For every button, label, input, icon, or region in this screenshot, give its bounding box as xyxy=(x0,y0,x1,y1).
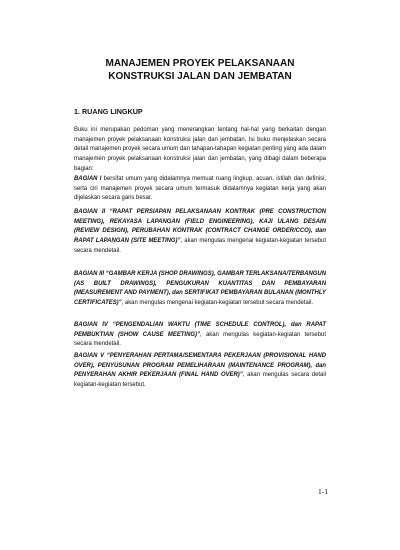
bagian-3-paragraph xyxy=(74,270,326,309)
bagian-2-paragraph xyxy=(74,208,326,257)
bagian-4-paragraph xyxy=(74,321,326,350)
page-number: 1-1 xyxy=(318,487,328,496)
bagian-3-text: , akan mengulas mengenai kegiatan-kegiatan tersebut secara mendetail. xyxy=(121,300,314,307)
bagian-1-heading: BAGIAN I xyxy=(74,176,102,182)
bagian-5-text: , akan mengulas secara detail kegiatan-kegiatan tersebut. xyxy=(74,372,326,389)
bagian-1-paragraph xyxy=(74,175,326,204)
bagian-5-heading: BAGIAN V “PENYERAHAN PERTAMA/SEMENTARA PEKERJAAN (PROVISIONAL HAND OVER), PENYUSUNAN PROGRAM PEMELIHARAAN (MAINTENANCE PROGRAM), dan PENYERAHAN AKHIR PEKERJAAN (FINAL HAND OVER)” xyxy=(74,353,326,379)
section-heading: 1. RUANG LINGKUP xyxy=(74,107,143,116)
bagian-4-text: , akan mengulas kegiatan-kegiatan tersebut secara mendetail. xyxy=(74,331,326,348)
document-title xyxy=(0,57,400,83)
bagian-3-heading: BAGIAN III “GAMBAR KERJA (SHOP DRAWINGS), GAMBAR TERLAKSANA/TERBANGUN (AS BUILT DRAWINGS), PENGUKURAN KUANTITAS DAN PEMBAYARAN (MEASUREMENT AND PAYMENT), dan SERTIFIKAT PEMBAYARAN BULANAN (MONTHLY CERTIFICATES)” xyxy=(74,271,326,307)
bagian-2-heading: BAGIAN II “RAPAT PERSIAPAN PELAKSANAAN KONTRAK (PRE CONSTRUCTION MEETING), REKAYASA LAPANGAN (FIELD ENGINEERING), KAJI ULANG DESAIN (REVIEW DESIGN), PERUBAHAN KONTRAK (CONTRACT CHANGE ORDER/CCO), dan RAPAT LAPANGAN (SITE MEETING)” xyxy=(74,209,326,245)
bagian-4-heading: BAGIAN IV “PENGENDALIAN WAKTU (TIME SCHEDULE CONTROL), dan RAPAT PEMBUKTIAN (SHOW CAUSE MEETING)” xyxy=(74,322,326,338)
title-line-1: MANAJEMEN PROYEK PELAKSANAAN xyxy=(105,58,295,69)
bagian-2-text: , akan mengulas mengenai kegiatan-kegiatan tersebut secara mendetail. xyxy=(74,238,326,254)
bagian-1-text: bersifat umum yang didalamnya memuat ruang lingkup, acuan, istilah dan definisi, serta ciri manajemen proyek secara umum termasuk didalamnya kegiatan kerja yang akan dijelaskan secara garis besar. xyxy=(74,176,327,202)
intro-paragraph: Buku ini merupakan pedoman yang menerangkan tentang hal-hal yang berkaitan dengan manajemen proyek pelaksanaan konstruksi jalan dan jembatan. Isi buku menjelaskan secara detail manajemen proyek secara umum dan tahapan-tahapan kegiatan penting yang ada dalam manajemen proyek pelaksanaan konstruksi jalan dan jembatan, yang dibagi dalam beberapa bagian: xyxy=(74,127,326,172)
bagian-5-paragraph xyxy=(74,352,326,391)
title-line-2: KONSTRUKSI JALAN DAN JEMBATAN xyxy=(108,71,292,82)
